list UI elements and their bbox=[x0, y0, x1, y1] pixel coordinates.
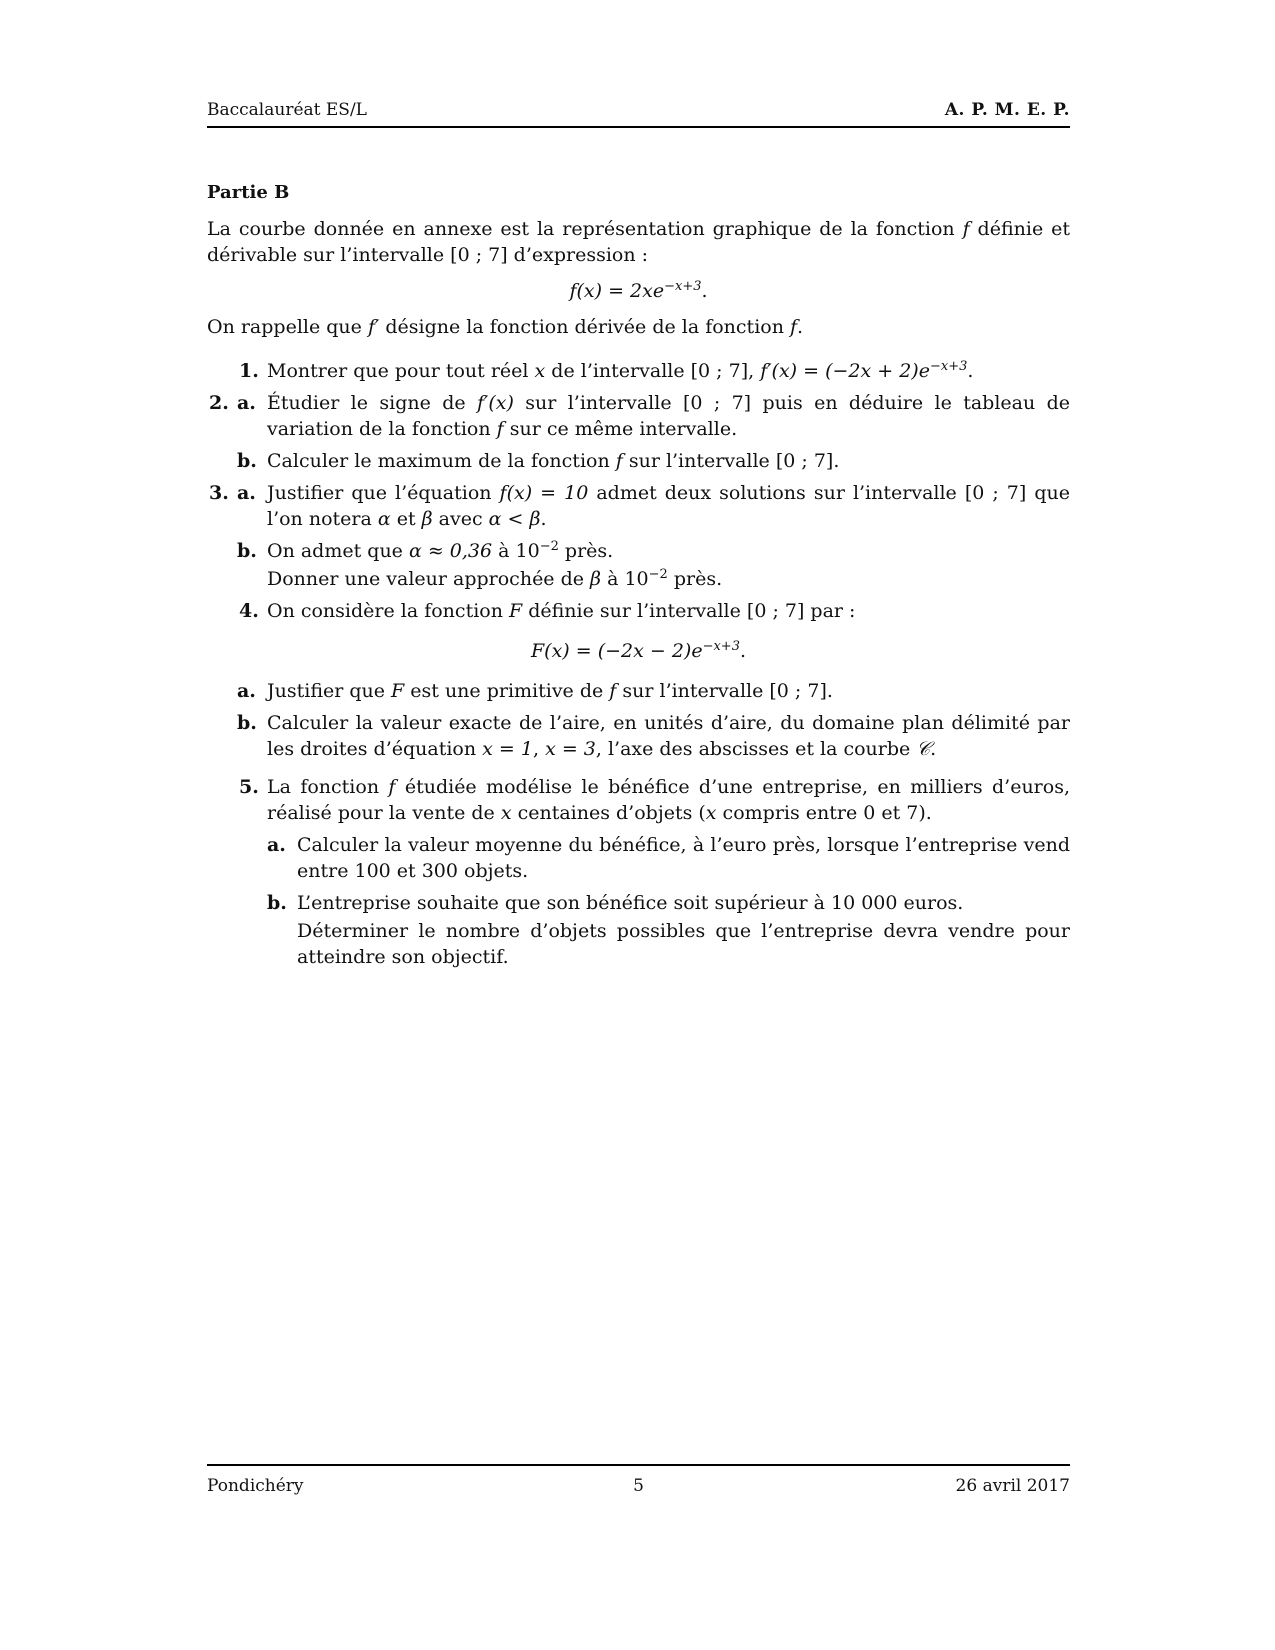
question-number: 4. bbox=[239, 600, 259, 622]
question-4b: b. Calculer la valeur exacte de l’aire, en unités d’aire, du domaine plan délimité par les droites d’équation x = 1, x = 3, l’axe des abscisses et la courbe 𝒞. bbox=[237, 712, 1070, 760]
question-2b: b. Calculer le maximum de la fonction f sur l’intervalle [0 ; 7]. bbox=[237, 450, 840, 472]
question-number: 2. bbox=[209, 392, 229, 414]
page-header bbox=[207, 100, 1070, 128]
question-3b: b. On admet que α ≈ 0,36 à $10^{-2}$ près. Donner une valeur approchée de β à $10^{-2}$ près. bbox=[237, 538, 723, 590]
header-right: A. P. M. E. P. bbox=[944, 100, 1070, 120]
question-3 bbox=[207, 480, 1070, 592]
question-list bbox=[207, 358, 1070, 970]
question-3a: a. Justifier que l’équation f(x) = 10 admet deux solutions sur l’intervalle [0 ; 7] que l’on notera α et β avec α < β. bbox=[237, 482, 1070, 530]
formula-F: $F(x) = (-2x - 2)e^{-x+3}$. bbox=[530, 638, 747, 662]
footer-left: Pondichéry bbox=[207, 1476, 304, 1496]
question-4a: a. Justifier que F est une primitive de f sur l’intervalle [0 ; 7]. bbox=[237, 680, 833, 702]
reminder-paragraph: On rappelle que f′ désigne la fonction dérivée de la fonction f. bbox=[207, 316, 804, 338]
question-1: 1. Montrer que pour tout réel x de l’intervalle [0 ; 7], $f'(x) = (-2x + 2)e^{-x+3}$. bbox=[239, 358, 974, 382]
question-5a: a. Calculer la valeur moyenne du bénéfice, à l’euro près, lorsque l’entreprise vend entre 100 et 300 objets. bbox=[267, 834, 1070, 882]
page-footer bbox=[207, 1464, 1070, 1496]
section-title: Partie B bbox=[207, 182, 290, 203]
question-5b: b. L’entreprise souhaite que son bénéfice soit supérieur à 10 000 euros. Déterminer le nombre d’objets possibles que l’entreprise devra vendre pour atteindre son objectif. bbox=[267, 892, 1070, 968]
question-number: 1. bbox=[239, 360, 259, 382]
question-2 bbox=[207, 390, 1070, 474]
question-number: 5. bbox=[239, 776, 259, 798]
page-number: 5 bbox=[633, 1476, 644, 1496]
question-5: 5. La fonction f étudiée modélise le bénéfice d’une entreprise, en milliers d’euros, réalisé pour la vente de x centaines d’objets (x compris entre 0 et 7). a. Calculer la valeur moyenne du bénéfice, à l’euro près, lorsque l’entreprise vend entre 100 et 300 objets. b. L’entreprise souhaite que son bénéfice soit supérieur à 10 000 euros. Déterminer le nombre d’objets possibles que l’entreprise devra vendre pour atteindre son objectif. bbox=[239, 776, 1070, 968]
page-content bbox=[207, 180, 1070, 976]
header-left: Baccalauréat ES/L bbox=[207, 100, 367, 120]
question-4: 4. On considère la fonction F définie sur l’intervalle [0 ; 7] par : $F(x) = (-2x - 2)e^{-x+3}$. a. Justifier que F est une primitive de f sur l’intervalle [0 ; 7]. b. Calculer la valeur exacte de l’aire, en unités d’aire, du domaine plan délimité par les droites d’équation x = 1, x = 3, l’axe des abscisses et la courbe 𝒞. bbox=[207, 598, 1070, 762]
formula-f: $f(x) = 2xe^{-x+3}$. bbox=[569, 278, 708, 302]
intro-paragraph: La courbe donnée en annexe est la représentation graphique de la fonction f définie et dérivable sur l’intervalle [0 ; 7] d’expression : bbox=[207, 218, 1070, 266]
footer-date: 26 avril 2017 bbox=[955, 1476, 1070, 1496]
question-2a: a. Étudier le signe de f′(x) sur l’intervalle [0 ; 7] puis en déduire le tableau de variation de la fonction f sur ce même intervalle. bbox=[237, 392, 1070, 440]
question-number: 3. bbox=[209, 482, 229, 504]
